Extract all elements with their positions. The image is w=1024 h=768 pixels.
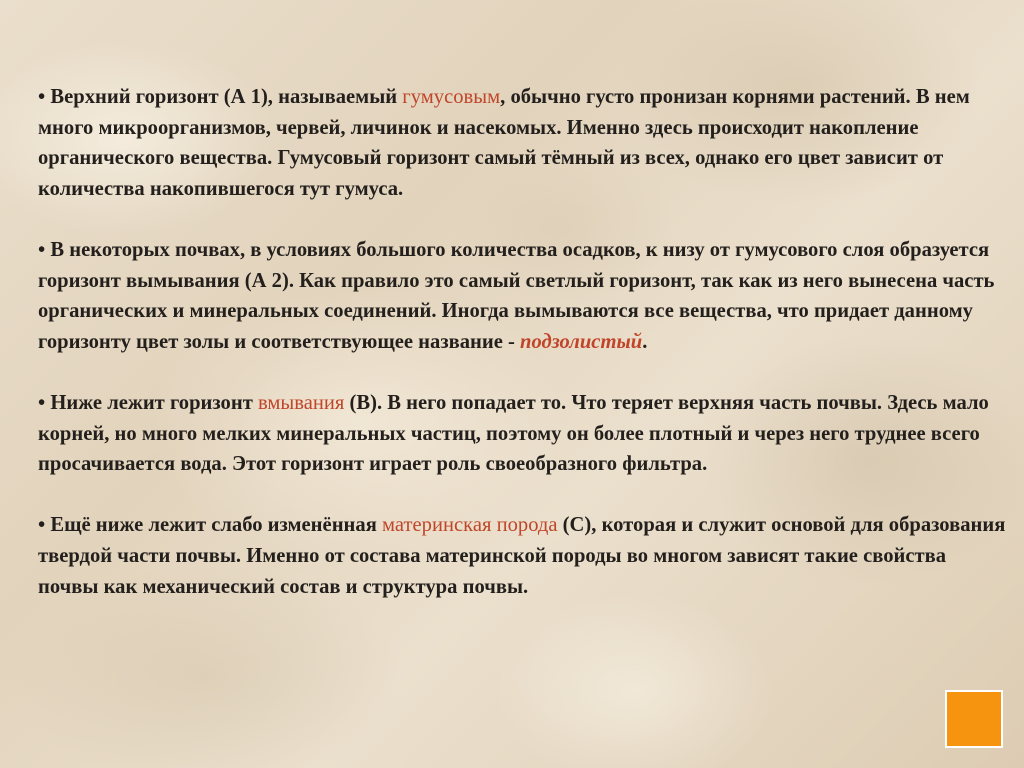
term-humus: гумусовым bbox=[402, 86, 501, 108]
term-illuvial: вмывания bbox=[258, 391, 345, 414]
paragraph-humus-horizon bbox=[38, 82, 1010, 204]
paragraph-parent-rock bbox=[38, 510, 1010, 602]
paragraph-text: • Ещё ниже лежит слабо изменённая bbox=[38, 514, 383, 537]
paragraph-text: • Ниже лежит горизонт bbox=[38, 391, 258, 414]
paragraph-text: (С), которая и служит основой для образования твердой части почвы. Именно от состава материнской породы во многом зависят такие свойства почвы как механический состав и структура почвы. bbox=[38, 514, 1006, 598]
paragraph-text: • Верхний горизонт (А 1), называемый bbox=[38, 86, 403, 108]
paragraph-eluvial-horizon bbox=[38, 235, 1010, 357]
paragraph-text: . bbox=[642, 330, 648, 353]
slide-text-body bbox=[38, 82, 1010, 602]
term-parent-rock: материнская порода bbox=[382, 514, 558, 537]
orange-square-icon[interactable] bbox=[945, 690, 1003, 748]
term-podzolic: подзолистый bbox=[520, 330, 643, 353]
paragraph-text: • В некоторых почвах, в условиях большого количества осадков, к низу от гумусового слоя образуется горизонт вымывания (А 2). Как правило это самый светлый горизонт, так как из него вынесена часть органических и минеральных соединений. Иногда вымываются все вещества, что придает данному горизонту цвет золы и соответствующее название - bbox=[38, 238, 995, 353]
paragraph-illuvial-horizon bbox=[38, 388, 1010, 480]
paragraph-text: (В). В него попадает то. Что теряет верхняя часть почвы. Здесь мало корней, но много мелких минеральных частиц, поэтому он более плотный и через него труднее всего просачивается вода. Этот горизонт играет роль своеобразного фильтра. bbox=[38, 391, 989, 476]
paragraph-text: , обычно густо пронизан корнями растений. В нем много микроорганизмов, червей, личинок и насекомых. Именно здесь происходит накопление органического вещества. Гумусовый горизонт самый тёмный из всех, однако его цвет зависит от количества накопившегося тут гумуса. bbox=[38, 86, 970, 200]
